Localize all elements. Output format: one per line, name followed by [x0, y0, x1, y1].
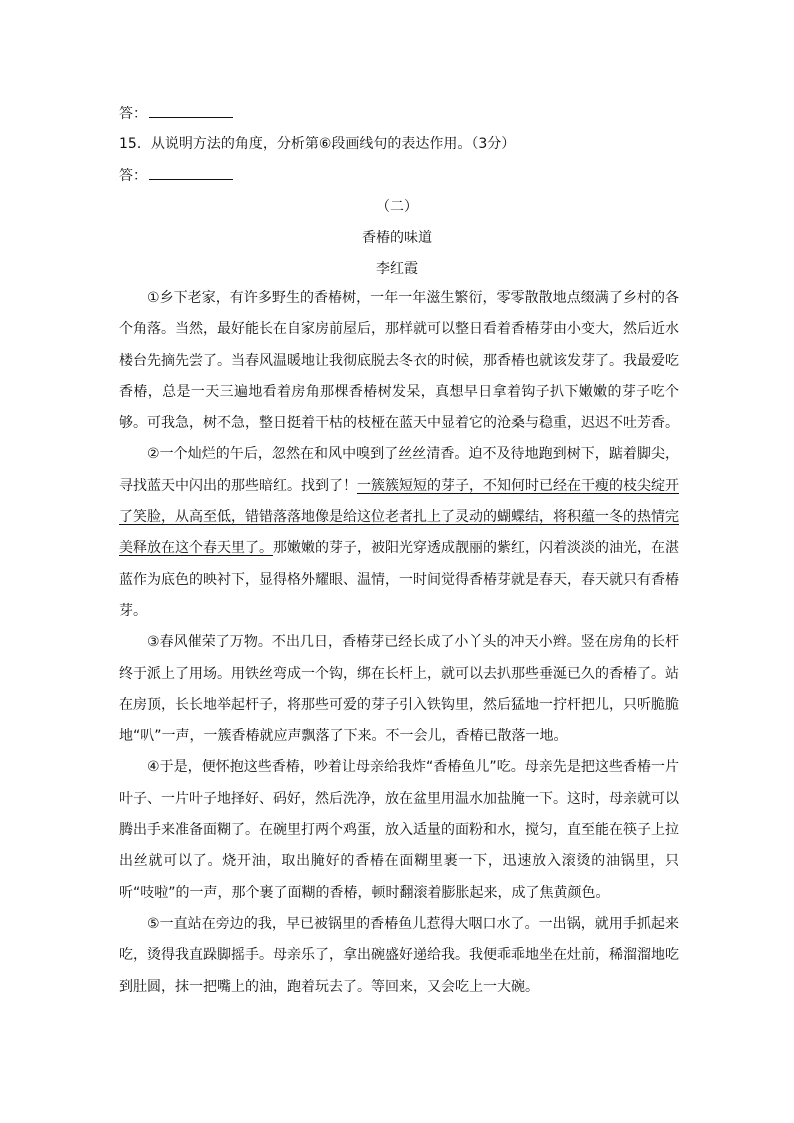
answer-blank[interactable] [149, 103, 233, 118]
answer-prefix: 答： [119, 168, 147, 184]
paragraph-4: ④于是，便怀抱这些香椿，吵着让母亲给我炸“香椿鱼儿”吃。母亲先是把这些香椿一片叶子、一片叶子地择好、码好，然后洗净，放在盆里用温水加盐腌一下。这时，母亲就可以腾出手来准备面糊了。在碗里打两个鸡蛋，放入适量的面粉和水，搅匀，直至能在筷子上拉出丝就可以了。烧开油，取出腌好的香椿在面糊里裹一下，迅速放入滚烫的油锅里，只听“吱啦”的一声，那个裹了面糊的香椿，顿时翻滚着膨胀起来，成了焦黄颜色。 [119, 759, 679, 901]
answer-line-2 [119, 165, 233, 186]
paragraph-3: ③春风催荣了万物。不出几日，香椿芽已经长成了小丫头的冲天小辫。竖在房角的长杆终于派上了用场。用铁丝弯成一个钩，绑在长杆上，就可以去扒那些垂涎已久的香椿了。站在房顶，长长地举起杆子，将那些可爱的芽子引入铁钩里，然后猛地一拧杆把儿，只听脆脆地“叭”一声，一簇香椿就应声飘落了下来。不一会儿，香椿已散落一地。 [119, 634, 679, 745]
answer-prefix: 答： [119, 106, 147, 122]
underlined-sentence: 一簇簇短短的芽子，不知何时已经在干瘦的枝尖绽开了笑脸，从高至低，错错落落地像是给这位老者扎上了灵动的蝴蝶结，将积蕴一冬的热情完美释放在这个春天里了。 [119, 477, 679, 557]
section-label: （二） [376, 199, 418, 215]
paragraph-5: ⑤一直站在旁边的我，早已被锅里的香椿鱼儿惹得大咽口水了。一出锅，就用手抓起来吃，烫得我直跺脚摇手。母亲乐了，拿出碗盛好递给我。我便乖乖地坐在灶前，稀溜溜地吃到肚圆，抹一把嘴上的油，跑着玩去了。等回来，又会吃上一大碗。 [119, 915, 679, 995]
article-author: 李红霞 [376, 261, 418, 277]
paragraph-2-text: ②一个灿烂的午后，忽然在和风中嗅到了丝丝清香。迫不及待地跑到树下，踮着脚尖，寻找蓝天中闪出的那些暗红。找到了！ [119, 446, 679, 494]
article-body [119, 283, 679, 1003]
answer-line-1 [119, 103, 233, 124]
paragraph-2-text: 那嫩嫩的芽子，被阳光穿透成靓丽的紫红，闪着淡淡的油光，在湛蓝作为底色的映衬下，显得格外耀眼、温情，一时间觉得香椿芽就是春天，春天就只有香椿芽。 [119, 540, 679, 619]
paragraph-1: ①乡下老家，有许多野生的香椿树，一年一年滋生繁衍，零零散散地点缀满了乡村的各个角落。当然，最好能长在自家房前屋后，那样就可以整日看着香椿芽由小变大，然后近水楼台先摘先尝了。当春风温暖地让我彻底脱去冬衣的时候，那香椿也就该发芽了。我最爱吃香椿，总是一天三遍地看着房角那棵香椿树发呆，真想早日拿着钩子扒下嫩嫩的芽子吃个够。可我急，树不急，整日挺着干枯的枝桠在蓝天中显着它的沧桑与稳重，迟迟不吐芳香。 [119, 290, 679, 432]
article-title: 香椿的味道 [362, 230, 432, 246]
answer-blank[interactable] [149, 165, 233, 180]
paragraph-2 [119, 439, 679, 627]
question-15: 15．从说明方法的角度，分析第⑥段画线句的表达作用。（3分） [119, 136, 516, 152]
